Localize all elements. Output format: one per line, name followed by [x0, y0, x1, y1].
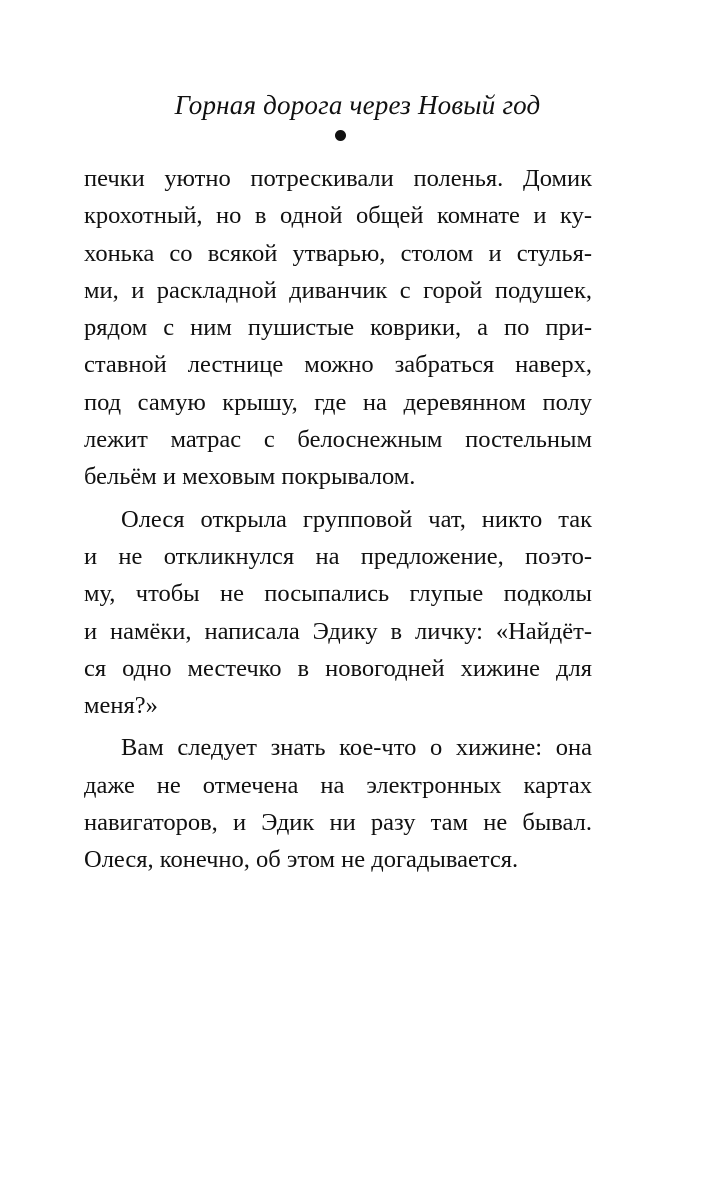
bullet-ornament	[335, 130, 346, 141]
text-line: ми, и раскладной диванчик с горой подушек,	[84, 276, 592, 304]
text-line: и намёки, написала Эдику в личку: «Найдёт-	[84, 617, 592, 645]
text-line: Олеся, конечно, об этом не догадывается.	[84, 846, 519, 874]
paragraph	[84, 729, 592, 878]
text-line: под самую крышу, где на деревянном полу	[84, 388, 592, 416]
paragraph	[84, 501, 592, 725]
text-line: крохотный, но в одной общей комнате и ку-	[84, 202, 592, 230]
text-line: хонька со всякой утварью, столом и стулья-	[84, 239, 592, 267]
text-line: рядом с ним пушистые коврики, а по при-	[84, 314, 592, 342]
text-line: лежит матрас с белоснежным постельным	[84, 426, 592, 454]
running-head: Горная дорога через Новый год	[174, 90, 541, 120]
text-line: бельём и меховым покрывалом.	[84, 463, 416, 491]
paragraph	[84, 160, 592, 496]
text-line: и не откликнулся на предложение, поэто-	[84, 542, 592, 570]
body-text	[84, 160, 592, 879]
text-line: Олеся открыла групповой чат, никто так	[121, 505, 592, 533]
text-line: даже не отмечена на электронных картах	[84, 771, 592, 799]
text-line: меня?»	[84, 692, 158, 720]
text-line: печки уютно потрескивали поленья. Домик	[84, 165, 592, 192]
text-line: Вам следует знать кое-что о хижине: она	[121, 734, 592, 762]
text-line: навигаторов, и Эдик ни разу там не бывал.	[84, 809, 592, 837]
text-line: ставной лестнице можно забраться наверх,	[84, 351, 592, 379]
text-line: му, чтобы не посыпались глупые подколы	[84, 580, 592, 608]
text-line: ся одно местечко в новогодней хижине для	[84, 654, 592, 682]
